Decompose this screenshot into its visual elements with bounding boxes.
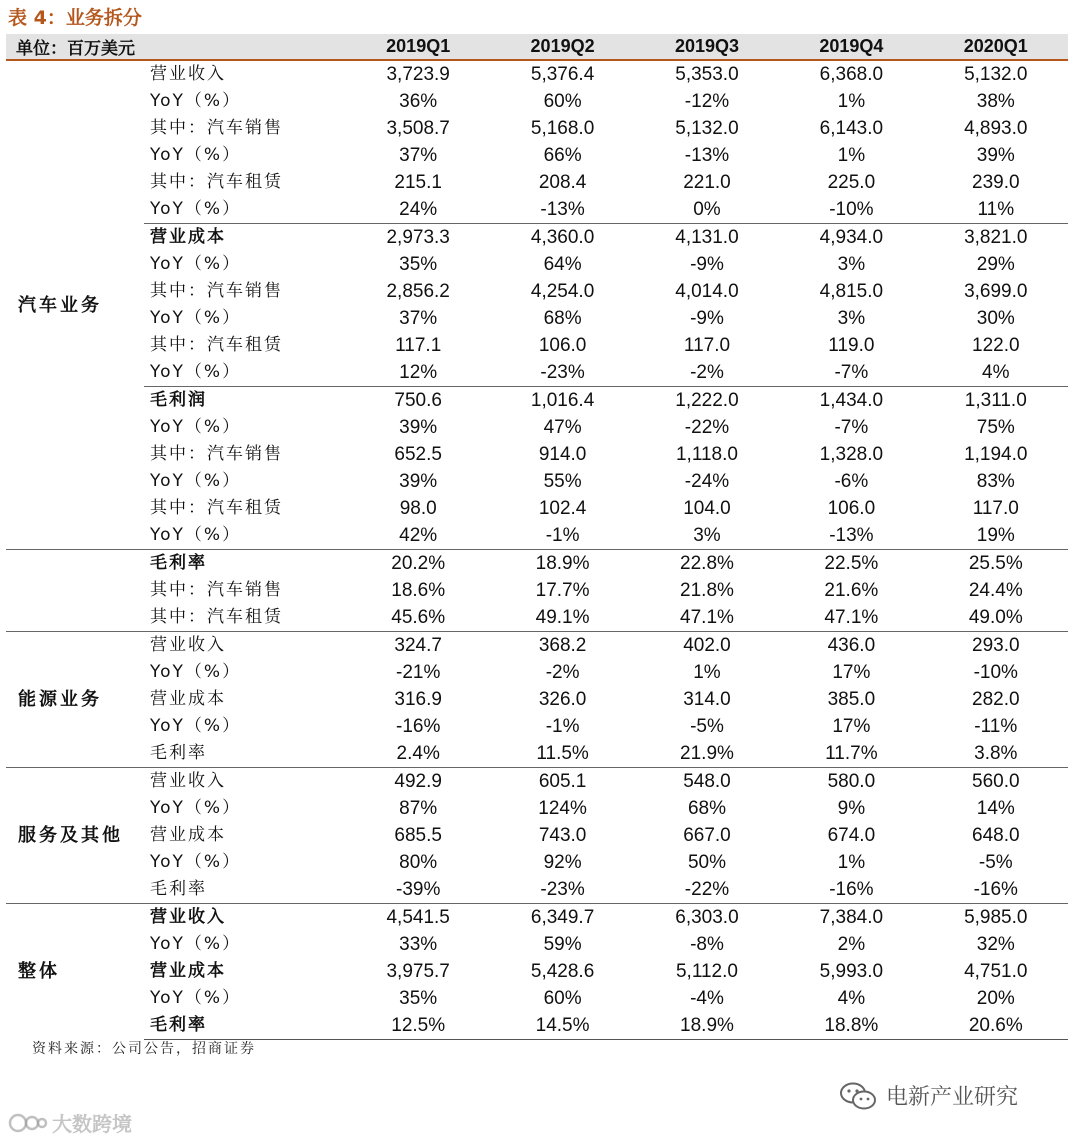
value-cell: 33%	[399, 934, 438, 955]
table-row	[6, 224, 1068, 252]
value-cell: 59%	[543, 934, 582, 955]
value-cell: 47%	[543, 417, 582, 438]
value-cell: 17.7%	[535, 580, 590, 601]
value-cell: 5,993.0	[819, 961, 884, 982]
row-label: YoY（%）	[150, 852, 242, 872]
table-row	[6, 985, 1068, 1012]
quarter-header: 2020Q1	[963, 36, 1028, 56]
value-cell: 20.6%	[924, 1012, 1068, 1040]
value-cell: 3%	[693, 525, 721, 546]
row-label: 其中：汽车销售	[150, 580, 283, 600]
value-cell: 4,815.0	[819, 281, 884, 302]
value-cell: 49.1%	[535, 607, 590, 628]
value-cell: -23%	[540, 362, 585, 383]
value-cell: 50%	[687, 852, 726, 873]
value-cell: 208.4	[538, 172, 587, 193]
value-cell: 5,132.0	[924, 60, 1068, 88]
table-row	[6, 740, 1068, 768]
table-row	[6, 387, 1068, 415]
value-cell: -11%	[974, 716, 1018, 737]
value-cell: 1,434.0	[779, 387, 923, 415]
row-label: YoY（%）	[150, 199, 242, 219]
row-label: 其中：汽车租赁	[150, 607, 283, 627]
value-cell: 648.0	[972, 825, 1020, 846]
value-cell: 17%	[832, 662, 871, 683]
value-cell: 47.1%	[824, 607, 879, 628]
table-row	[6, 88, 1068, 115]
value-cell: -1%	[545, 525, 580, 546]
value-cell: 66%	[543, 145, 582, 166]
value-cell: 122.0	[972, 335, 1020, 356]
row-label: 营业收入	[144, 904, 346, 932]
value-cell: 17%	[832, 716, 871, 737]
value-cell: -7%	[834, 362, 869, 383]
value-cell: 4%	[837, 988, 866, 1009]
quarter-header: 2019Q1	[386, 36, 451, 56]
value-cell: 3%	[837, 308, 866, 329]
value-cell: -9%	[690, 254, 724, 275]
value-cell: 124%	[538, 798, 587, 819]
value-cell: 49.0%	[968, 607, 1023, 628]
value-cell: 30%	[976, 308, 1015, 329]
value-cell: 0%	[693, 199, 721, 220]
business-breakdown-table-container	[6, 34, 1068, 1040]
row-label: YoY（%）	[150, 525, 242, 545]
value-cell: 1,328.0	[819, 444, 884, 465]
table-row	[6, 196, 1068, 224]
value-cell: 87%	[399, 798, 438, 819]
row-label: 毛利率	[150, 879, 207, 899]
segment-label: 整体	[6, 904, 144, 1040]
value-cell: 68%	[543, 308, 582, 329]
value-cell: 293.0	[924, 632, 1068, 660]
source-note: 资料来源：公司公告，招商证券	[32, 1041, 256, 1057]
value-cell: -22%	[684, 879, 730, 900]
value-cell: 221.0	[683, 172, 731, 193]
value-cell: 60%	[543, 988, 582, 1009]
value-cell: 4,254.0	[530, 281, 595, 302]
value-cell: 11.7%	[825, 743, 878, 764]
value-cell: 14%	[976, 798, 1015, 819]
table-row	[6, 632, 1068, 660]
segment-label	[6, 550, 144, 632]
table-row	[6, 904, 1068, 932]
value-cell: -13%	[540, 199, 585, 220]
table-row	[6, 550, 1068, 578]
value-cell: 674.0	[827, 825, 876, 846]
value-cell: 548.0	[635, 768, 779, 796]
value-cell: 68%	[687, 798, 726, 819]
value-cell: 3,508.7	[386, 118, 450, 139]
value-cell: -24%	[684, 471, 730, 492]
value-cell: 3,821.0	[924, 224, 1068, 252]
value-cell: 18.9%	[635, 1012, 779, 1040]
value-cell: 47.1%	[680, 607, 734, 628]
value-cell: 20.2%	[346, 550, 490, 578]
value-cell: 560.0	[924, 768, 1068, 796]
value-cell: 9%	[837, 798, 866, 819]
value-cell: 4,131.0	[635, 224, 779, 252]
value-cell: 21.8%	[680, 580, 734, 601]
table-row	[6, 768, 1068, 796]
wechat-icon	[838, 1081, 878, 1111]
table-row	[6, 142, 1068, 169]
row-label: 营业收入	[144, 632, 346, 660]
table-row	[6, 60, 1068, 88]
table-row	[6, 876, 1068, 904]
table-row	[6, 958, 1068, 985]
table-title: 表 4：业务拆分	[8, 7, 142, 29]
table-row	[6, 822, 1068, 849]
value-cell: 1,222.0	[635, 387, 779, 415]
value-cell: 98.0	[399, 498, 437, 519]
value-cell: 117.0	[972, 498, 1019, 519]
value-cell: 215.1	[394, 172, 442, 193]
row-label: 营业成本	[150, 961, 226, 981]
value-cell: -4%	[690, 988, 724, 1009]
value-cell: 36%	[399, 91, 438, 112]
value-cell: -10%	[829, 199, 874, 220]
value-cell: 6,303.0	[635, 904, 779, 932]
value-cell: 5,168.0	[530, 118, 595, 139]
value-cell: -2%	[690, 362, 724, 383]
value-cell: 32%	[976, 934, 1015, 955]
value-cell: 6,143.0	[819, 118, 884, 139]
table-row	[6, 251, 1068, 278]
row-label: 营业收入	[144, 60, 346, 88]
value-cell: 14.5%	[490, 1012, 634, 1040]
value-cell: 6,349.7	[490, 904, 634, 932]
quarter-header: 2019Q2	[530, 36, 595, 56]
value-cell: 22.5%	[779, 550, 923, 578]
value-cell: 750.6	[346, 387, 490, 415]
row-label: 毛利率	[150, 743, 207, 763]
value-cell: 42%	[399, 525, 438, 546]
value-cell: 4%	[982, 362, 1010, 383]
value-cell: 39%	[399, 471, 438, 492]
wechat-watermark	[838, 1080, 1018, 1111]
row-label: 其中：汽车销售	[150, 281, 283, 301]
table-body	[6, 60, 1068, 1040]
table-row	[6, 414, 1068, 441]
row-label: YoY（%）	[150, 308, 242, 328]
row-label: 毛利率	[144, 1012, 346, 1040]
value-cell: 1%	[837, 852, 866, 873]
value-cell: 1,311.0	[924, 387, 1068, 415]
value-cell: -16%	[973, 879, 1018, 900]
row-label: YoY（%）	[150, 254, 242, 274]
value-cell: 2%	[837, 934, 866, 955]
value-cell: 3,723.9	[346, 60, 490, 88]
value-cell: 102.4	[538, 498, 587, 519]
brand-watermark	[8, 1108, 132, 1137]
value-cell: 21.9%	[680, 743, 734, 764]
value-cell: 1,194.0	[964, 444, 1028, 465]
table-row	[6, 441, 1068, 468]
value-cell: 18.8%	[779, 1012, 923, 1040]
value-cell: 119.0	[828, 335, 875, 356]
value-cell: 5,985.0	[924, 904, 1068, 932]
value-cell: 580.0	[779, 768, 923, 796]
wechat-account-name: 电新产业研究	[886, 1085, 1019, 1110]
table-row	[6, 332, 1068, 359]
quarter-header: 2019Q4	[819, 36, 884, 56]
value-cell: 64%	[543, 254, 582, 275]
value-cell: 29%	[976, 254, 1015, 275]
value-cell: 4,751.0	[964, 961, 1028, 982]
unit-label: 单位：百万美元	[16, 39, 135, 59]
row-label: 其中：汽车销售	[150, 444, 283, 464]
table-row	[6, 713, 1068, 740]
value-cell: 5,112.0	[675, 961, 738, 982]
value-cell: 4,360.0	[490, 224, 634, 252]
value-cell: -12%	[684, 91, 730, 112]
value-cell: 324.7	[346, 632, 490, 660]
value-cell: 92%	[543, 852, 582, 873]
value-cell: 11.5%	[536, 743, 589, 764]
table-row	[6, 359, 1068, 387]
value-cell: 117.1	[395, 335, 442, 356]
value-cell: 436.0	[779, 632, 923, 660]
value-cell: 45.6%	[391, 607, 446, 628]
table-row	[6, 169, 1068, 196]
row-label: 其中：汽车租赁	[150, 172, 283, 192]
table-row	[6, 495, 1068, 522]
value-cell: -39%	[396, 879, 441, 900]
value-cell: -23%	[540, 879, 585, 900]
row-label: 毛利率	[144, 550, 346, 578]
row-label: 毛利润	[144, 387, 346, 415]
value-cell: 2.4%	[396, 743, 440, 764]
row-label: YoY（%）	[150, 934, 242, 954]
value-cell: 75%	[976, 417, 1015, 438]
table-row	[6, 115, 1068, 142]
row-label: 营业成本	[150, 689, 226, 709]
row-label: 其中：汽车销售	[150, 118, 283, 138]
value-cell: 25.5%	[924, 550, 1068, 578]
row-label: YoY（%）	[150, 362, 242, 382]
value-cell: 104.0	[683, 498, 731, 519]
value-cell: -1%	[545, 716, 580, 737]
value-cell: 83%	[976, 471, 1015, 492]
value-cell: 37%	[399, 145, 438, 166]
value-cell: 60%	[543, 91, 582, 112]
value-cell: -21%	[396, 662, 441, 683]
value-cell: -2%	[545, 662, 580, 683]
brand-watermark-text: 大数跨境	[52, 1112, 132, 1136]
table-row	[6, 522, 1068, 550]
row-label: YoY（%）	[150, 988, 242, 1008]
value-cell: -13%	[684, 145, 730, 166]
row-label: YoY（%）	[150, 662, 242, 682]
business-breakdown-table	[6, 34, 1068, 1040]
value-cell: 368.2	[490, 632, 634, 660]
value-cell: -16%	[396, 716, 441, 737]
value-cell: 914.0	[538, 444, 587, 465]
value-cell: 5,428.6	[530, 961, 595, 982]
value-cell: 492.9	[346, 768, 490, 796]
value-cell: 12.5%	[346, 1012, 490, 1040]
value-cell: 402.0	[635, 632, 779, 660]
value-cell: 5,376.4	[490, 60, 634, 88]
value-cell: 39%	[399, 417, 438, 438]
value-cell: 35%	[399, 988, 438, 1009]
value-cell: 4,014.0	[675, 281, 739, 302]
table-row	[6, 849, 1068, 876]
value-cell: 11%	[977, 199, 1015, 220]
table-row	[6, 686, 1068, 713]
value-cell: 18.9%	[490, 550, 634, 578]
row-label: 其中：汽车租赁	[150, 498, 283, 518]
value-cell: -8%	[690, 934, 724, 955]
value-cell: 39%	[976, 145, 1015, 166]
value-cell: 5,132.0	[675, 118, 739, 139]
value-cell: -9%	[690, 308, 724, 329]
value-cell: 3.8%	[974, 743, 1018, 764]
value-cell: 4,541.5	[346, 904, 490, 932]
value-cell: 21.6%	[824, 580, 879, 601]
table-row	[6, 659, 1068, 686]
value-cell: 35%	[399, 254, 438, 275]
value-cell: 282.0	[972, 689, 1020, 710]
value-cell: -7%	[834, 417, 869, 438]
value-cell: 19%	[976, 525, 1015, 546]
row-label: YoY（%）	[150, 471, 242, 491]
value-cell: 239.0	[972, 172, 1020, 193]
value-cell: 55%	[543, 471, 582, 492]
value-cell: 24.4%	[968, 580, 1023, 601]
segment-label: 能源业务	[6, 632, 144, 768]
value-cell: 37%	[399, 308, 438, 329]
table-row	[6, 795, 1068, 822]
value-cell: 225.0	[827, 172, 876, 193]
value-cell: 24%	[399, 199, 438, 220]
value-cell: 1%	[693, 662, 721, 683]
table-row	[6, 604, 1068, 632]
row-label: YoY（%）	[150, 145, 242, 165]
row-label: YoY（%）	[150, 716, 242, 736]
value-cell: 5,353.0	[635, 60, 779, 88]
row-label: 营业成本	[150, 825, 226, 845]
value-cell: 385.0	[827, 689, 876, 710]
table-row	[6, 468, 1068, 495]
table-row	[6, 305, 1068, 332]
value-cell: -6%	[834, 471, 869, 492]
value-cell: -13%	[829, 525, 874, 546]
value-cell: 106.0	[827, 498, 876, 519]
value-cell: 316.9	[394, 689, 442, 710]
value-cell: 6,368.0	[779, 60, 923, 88]
segment-label: 服务及其他	[6, 768, 144, 904]
row-label: YoY（%）	[150, 798, 242, 818]
value-cell: -10%	[973, 662, 1018, 683]
value-cell: -22%	[684, 417, 730, 438]
value-cell: 743.0	[538, 825, 587, 846]
value-cell: 326.0	[538, 689, 587, 710]
value-cell: 80%	[399, 852, 438, 873]
table-row	[6, 931, 1068, 958]
row-label: 其中：汽车租赁	[150, 335, 283, 355]
value-cell: 3,975.7	[386, 961, 450, 982]
table-row	[6, 577, 1068, 604]
value-cell: 12%	[399, 362, 438, 383]
value-cell: -5%	[690, 716, 724, 737]
value-cell: 106.0	[538, 335, 587, 356]
quarter-header: 2019Q3	[674, 36, 739, 56]
value-cell: 2,973.3	[346, 224, 490, 252]
row-label: YoY（%）	[150, 91, 242, 111]
brand-logo-icon	[8, 1110, 48, 1136]
value-cell: -16%	[829, 879, 874, 900]
value-cell: 1,016.4	[490, 387, 634, 415]
value-cell: 7,384.0	[779, 904, 923, 932]
value-cell: 117.0	[683, 335, 731, 356]
value-cell: 667.0	[683, 825, 731, 846]
value-cell: 314.0	[683, 689, 731, 710]
value-cell: 2,856.2	[386, 281, 450, 302]
value-cell: 685.5	[394, 825, 442, 846]
value-cell: 652.5	[394, 444, 442, 465]
value-cell: 3%	[837, 254, 866, 275]
row-label: 营业收入	[144, 768, 346, 796]
value-cell: 4,893.0	[964, 118, 1028, 139]
value-cell: 1,118.0	[675, 444, 738, 465]
value-cell: 605.1	[490, 768, 634, 796]
table-header-row	[6, 34, 1068, 60]
segment-label: 汽车业务	[6, 60, 144, 550]
value-cell: 18.6%	[391, 580, 446, 601]
value-cell: 1%	[837, 91, 866, 112]
value-cell: 38%	[976, 91, 1015, 112]
table-row	[6, 1012, 1068, 1040]
value-cell: 1%	[837, 145, 866, 166]
table-row	[6, 278, 1068, 305]
value-cell: -5%	[978, 852, 1013, 873]
row-label: YoY（%）	[150, 417, 242, 437]
value-cell: 20%	[976, 988, 1015, 1009]
value-cell: 22.8%	[635, 550, 779, 578]
row-label: 营业成本	[144, 224, 346, 252]
value-cell: 3,699.0	[964, 281, 1028, 302]
value-cell: 4,934.0	[779, 224, 923, 252]
